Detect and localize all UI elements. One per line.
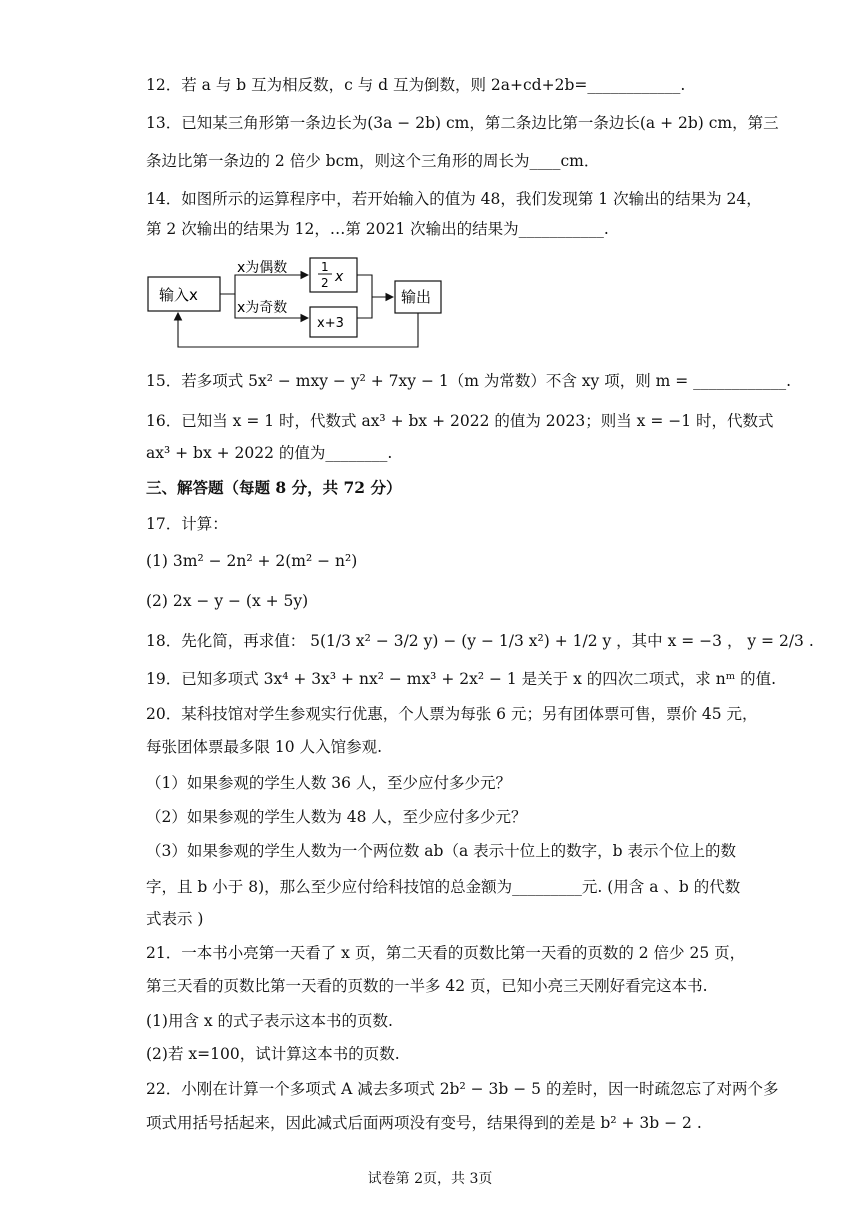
question-21-part2: (2)若 x=100，试计算这本书的页数. — [146, 1045, 400, 1063]
question-17: 17．计算： — [146, 515, 228, 533]
output-label: 输出 — [401, 288, 432, 306]
question-20-line1: 20．某科技馆对学生参观实行优惠，个人票为每张 6 元；另有团体票可售，票价 45 元， — [146, 705, 758, 723]
question-13-line2: 条边比第一条边的 2 倍少 bcm，则这个三角形的周长为____cm． — [146, 152, 600, 170]
input-label: 输入x — [159, 286, 198, 304]
question-20-part3-line2: 字，且 b 小于 8)，那么至少应付给科技馆的总金额为_________元. (用含 a 、b 的代数 — [146, 878, 741, 896]
operation-flowchart — [145, 255, 445, 355]
question-15: 15．若多项式 5x² − mxy − y² + 7xy − 1（m 为常数）不含 xy 项，则 m = ____________. — [146, 372, 792, 390]
question-20-part3-line3: 式表示 ) — [146, 910, 204, 928]
question-19: 19．已知多项式 3x⁴ + 3x³ + nx² − mx³ + 2x² − 1 是关于 x 的四次二项式，求 nᵐ 的值. — [146, 670, 777, 688]
even-label: x为偶数 — [237, 260, 288, 276]
section-3-heading: 三、解答题（每题 8 分，共 72 分） — [146, 478, 402, 497]
question-20-part2: （2）如果参观的学生人数为 48 人，至少应付多少元？ — [146, 808, 527, 826]
question-22-line2: 项式用括号括起来，因此减式后面两项没有变号，结果得到的差是 b² + 3b − 2 . — [146, 1114, 702, 1132]
half-box — [310, 258, 357, 292]
half-numerator: 1 — [321, 260, 329, 274]
half-variable: x — [335, 269, 344, 285]
question-12: 12．若 a 与 b 互为相反数，c 与 d 互为倒数，则 2a+cd+2b=____________. — [146, 76, 686, 94]
question-22-line1: 22．小刚在计算一个多项式 A 减去多项式 2b² − 3b − 5 的差时，因一时疏忽忘了对两个多 — [146, 1080, 779, 1098]
question-14-line2: 第 2 次输出的结果为 12，…第 2021 次输出的结果为___________. — [146, 220, 609, 238]
question-13-line1: 13．已知某三角形第一条边长为(3a − 2b) cm，第二条边比第一条边长(a + 2b) cm，第三 — [146, 114, 779, 132]
question-21-line1: 21．一本书小亮第一天看了 x 页，第二天看的页数比第一天看的页数的 2 倍少 25 页， — [146, 944, 746, 962]
question-17-part2: (2) 2x − y − (x + 5y) — [146, 592, 309, 610]
half-denominator: 2 — [321, 276, 329, 290]
question-17-part1: (1) 3m² − 2n² + 2(m² − n²) — [146, 552, 358, 570]
question-21-part1: (1)用含 x 的式子表示这本书的页数. — [146, 1012, 393, 1030]
page-footer: 试卷第 2页，共 3页 — [367, 1171, 493, 1187]
question-20-part1: （1）如果参观的学生人数 36 人，至少应付多少元？ — [146, 774, 511, 792]
question-16-line1: 16．已知当 x = 1 时，代数式 ax³ + bx + 2022 的值为 2023；则当 x = −1 时，代数式 — [146, 412, 774, 430]
question-16-line2: ax³ + bx + 2022 的值为________. — [146, 444, 393, 462]
question-20-line2: 每张团体票最多限 10 人入馆参观. — [146, 738, 383, 756]
question-14-line1: 14．如图所示的运算程序中，若开始输入的值为 48，我们发现第 1 次输出的结果为 24， — [146, 190, 762, 208]
question-20-part3-line1: （3）如果参观的学生人数为一个两位数 ab（a 表示十位上的数字，b 表示个位上的数 — [146, 842, 736, 860]
odd-label: x为奇数 — [237, 300, 288, 316]
question-21-line2: 第三天看的页数比第一天看的页数的一半多 42 页，已知小亮三天刚好看完这本书. — [146, 977, 708, 995]
question-18: 18．先化简，再求值： 5(1/3 x² − 3/2 y) − (y − 1/3 x²) + 1/2 y ，其中 x = −3 ， y = 2/3 . — [146, 632, 814, 650]
plus3-label: x+3 — [317, 316, 344, 331]
